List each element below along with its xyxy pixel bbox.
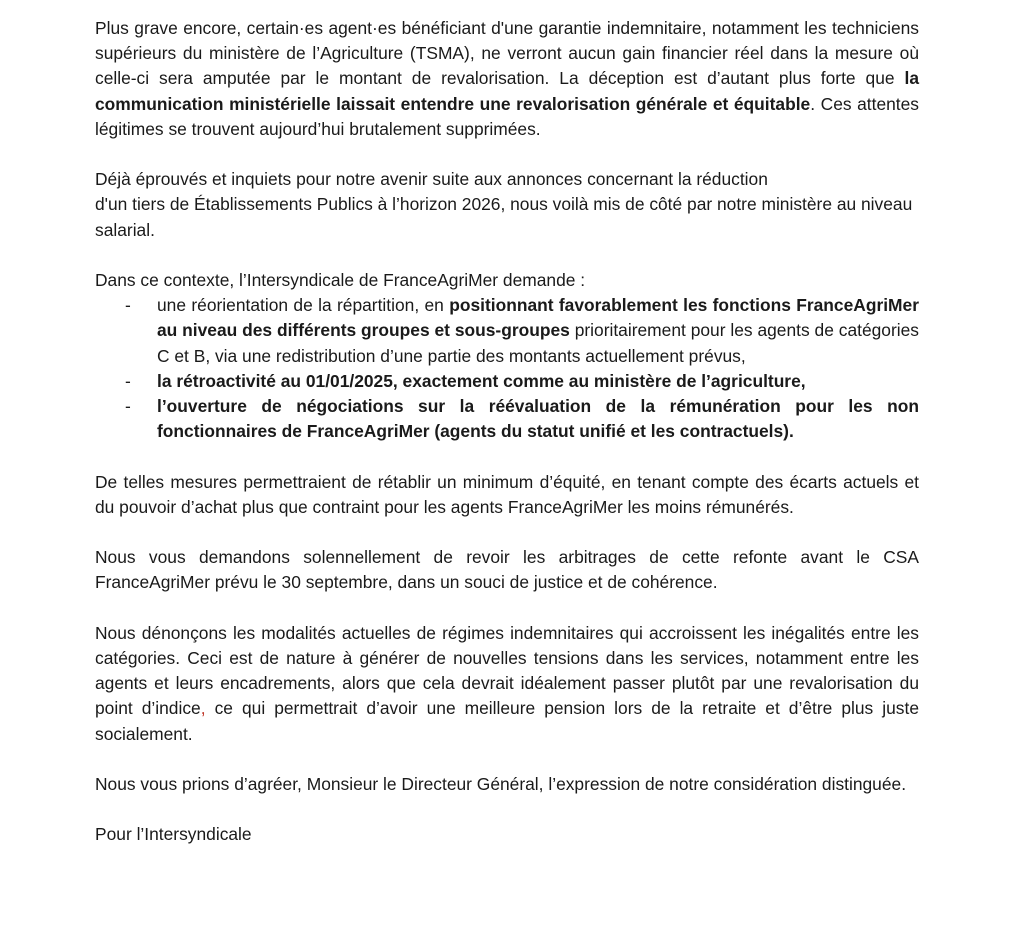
signature-line: Pour l’Intersyndicale xyxy=(95,824,252,845)
paragraph-denunciation xyxy=(95,621,919,747)
paragraph-text: . Ces attentes légitimes se trouvent aujourd’hui brutalement supprimées. xyxy=(95,93,919,139)
dash-bullet-icon: - xyxy=(125,396,131,417)
dash-bullet-icon: - xyxy=(125,370,131,391)
bold-emphasis: positionnant favorablement les fonctions FranceAgriMer au niveau des différents groupes et sous-groupes xyxy=(157,295,919,341)
paragraph-demands-intro: Dans ce contexte, l’Intersyndicale de FranceAgriMer demande : xyxy=(95,270,586,290)
paragraph-public-establishments xyxy=(95,167,919,243)
letter-page xyxy=(95,16,919,848)
bold-emphasis: l’ouverture de négociations sur la réévaluation de la rémunération pour les non fonctionnaires de FranceAgriMer (agents du statut unifié et les contractuels). xyxy=(157,396,919,442)
bold-emphasis: la communication ministérielle laissait entendre une revalorisation générale et équitable xyxy=(95,68,919,114)
paragraph-equity: De telles mesures permettraient de rétablir un minimum d’équité, en tenant compte des écarts actuels et du pouvoir d’achat plus que contraint pour les agents FranceAgriMer les moins rémunérés. xyxy=(95,471,919,517)
paragraph-tsma-guarantee xyxy=(95,16,919,142)
demand-item-reorientation xyxy=(95,293,919,369)
paragraph-text: Plus grave encore, certain·es agent·es bénéficiant d'une garantie indemnitaire, notamment les techniciens supérieurs du ministère de l’Agriculture (TSMA), ne verront aucun gain financier réel dans la mesure où celle-ci sera amputée par le montant de revalorisation. La déception est d’autant plus forte que xyxy=(95,18,919,89)
paragraph-text: Nous dénonçons les modalités actuelles de régimes indemnitaires qui accroissent les inégalités entre les catégories. Ceci est de nature à générer de nouvelles tensions dans les services, notamment entre les agents et leurs encadrements, alors que cela devrait idéalement passer plutôt par une revalorisation du point d’indice xyxy=(95,622,919,719)
paragraph-csa-request: Nous vous demandons solennellement de revoir les arbitrages de cette refonte avant le CSA FranceAgriMer prévu le 30 septembre, dans un souci de justice et de cohérence. xyxy=(95,547,919,593)
demands-list xyxy=(95,293,919,444)
paragraph-line: Déjà éprouvés et inquiets pour notre avenir suite aux annonces concernant la réduction xyxy=(95,169,768,190)
demand-text: prioritairement pour les agents de catégories C et B, via une redistribution d’une partie des montants actuellement prévus, xyxy=(157,320,919,366)
demand-item-negotiations xyxy=(95,394,919,444)
paragraph-closing-formula: Nous vous prions d’agréer, Monsieur le Directeur Général, l’expression de notre considération distinguée. xyxy=(95,774,907,794)
paragraph-text: ce qui permettrait d’avoir une meilleure pension lors de la retraite et d’être plus juste socialement. xyxy=(95,698,919,744)
red-comma-mark: , xyxy=(200,698,206,719)
paragraph-line: d'un tiers de Établissements Publics à l’horizon 2026, nous voilà mis de côté par notre ministère au niveau salarial. xyxy=(95,194,913,240)
dash-bullet-icon: - xyxy=(125,295,131,316)
bold-emphasis: la rétroactivité au 01/01/2025, exactement comme au ministère de l’agriculture, xyxy=(157,370,806,391)
demand-item-retroactivity xyxy=(95,369,919,394)
demand-text: une réorientation de la répartition, en xyxy=(157,295,450,316)
